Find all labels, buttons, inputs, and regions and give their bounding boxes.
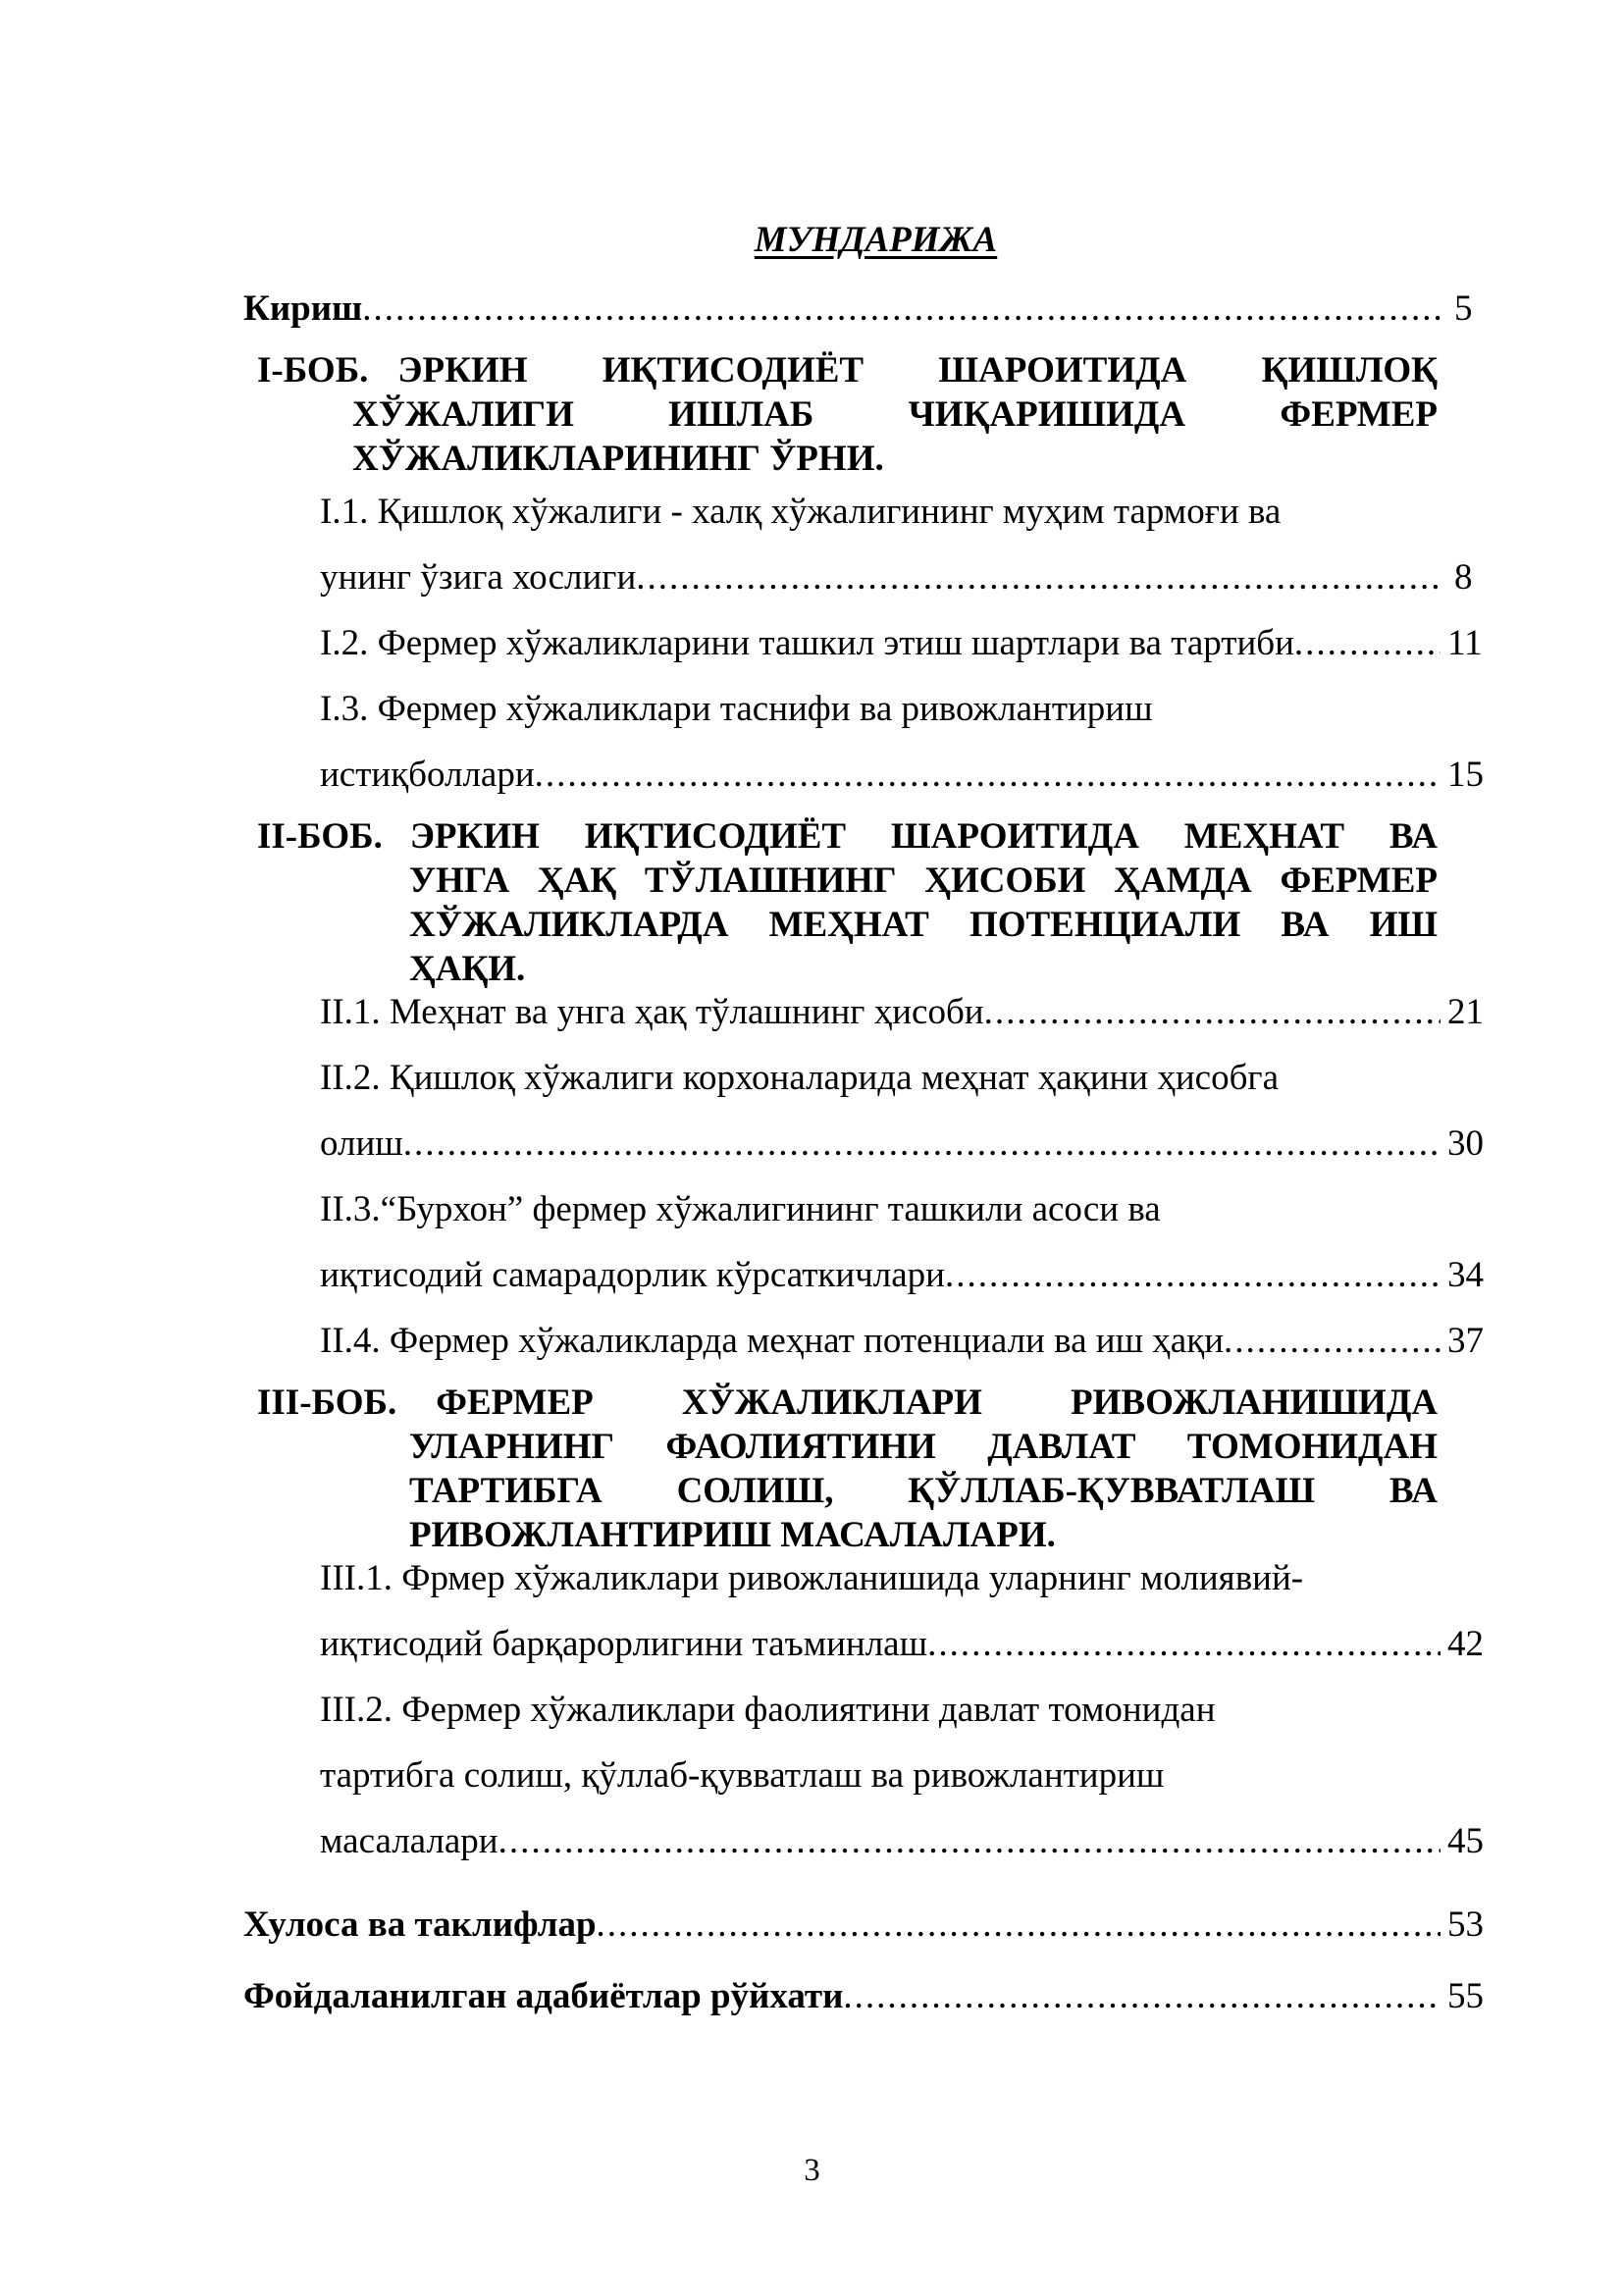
toc-entry-label: масалалари [320, 1821, 498, 1861]
section-2-2-line-1: ІІ.2. Қишлоқ хўжалиги корхоналарида меҳнат ҳақини ҳисобга [320, 1058, 1279, 1098]
leader-dots [403, 1115, 1441, 1174]
chapter-1-lead: I-БОБ. [257, 350, 369, 391]
chapter-2-line-2: УНГА ҲАҚ ТЎЛАШНИНГ ҲИСОБИ ҲАМДА ФЕРМЕР [409, 861, 1438, 901]
toc-title: МУНДАРИЖА [754, 220, 998, 260]
toc-entry-section-1-1[interactable] [320, 548, 1441, 607]
toc-entry-label: иқтисодий барқарорлигини таъминлаш [320, 1624, 928, 1664]
chapter-2-line-1: ЭРКИН ИҚТИСОДИЁТ ШАРОИТИДА МЕҲНАТ ВА [409, 816, 1438, 857]
leader-dots [498, 1812, 1441, 1871]
toc-page-number: 8 [1454, 557, 1473, 598]
toc-entry-section-2-2[interactable] [320, 1115, 1441, 1174]
leader-dots [1294, 614, 1441, 673]
leader-dots [984, 983, 1441, 1042]
toc-entry-section-2-1[interactable] [320, 983, 1441, 1042]
toc-page-number: 55 [1447, 1976, 1484, 2016]
leader-dots [362, 280, 1441, 339]
chapter-3-line-3: ТАРТИБГА СОЛИШ, ҚЎЛЛАБ-ҚУВВАТЛАШ ВА [409, 1471, 1438, 1511]
toc-entry-label: иқтисодий самарадорлик кўрсаткичлари [320, 1255, 945, 1295]
chapter-3-heading[interactable] [257, 1381, 1438, 1557]
chapter-3-line-2: УЛАРНИНГ ФАОЛИЯТИНИ ДАВЛАТ ТОМОНИДАН [409, 1427, 1438, 1467]
toc-entry-label: ІІ.1. Меҳнат ва унга ҳақ тўлашнинг ҳисоби [320, 992, 984, 1032]
section-1-1-line-1: І.1. Қишлоқ хўжалиги - халқ хўжалигининг муҳим тармоғи ва [320, 492, 1282, 532]
chapter-1-line-1: ЭРКИН ИҚТИСОДИЁТ ШАРОИТИДА ҚИШЛОҚ [397, 350, 1438, 391]
toc-page-number: 34 [1447, 1255, 1484, 1295]
chapter-1-line-2: ХЎЖАЛИГИ ИШЛАБ ЧИҚАРИШИДА ФЕРМЕР [352, 394, 1438, 435]
toc-entry-label: унинг ўзига хослиги [320, 557, 637, 598]
toc-page-number: 11 [1447, 623, 1483, 663]
toc-entry-label: олиш [320, 1123, 403, 1164]
toc-page-number: 53 [1447, 1905, 1484, 1945]
page-number: 3 [804, 2153, 820, 2188]
chapter-2-lead: II-БОБ. [257, 816, 383, 857]
chapter-2-line-4: ҲАҚИ. [409, 949, 526, 989]
leader-dots [535, 746, 1441, 805]
toc-entry-references[interactable] [243, 1967, 1441, 2026]
leader-dots [636, 548, 1441, 607]
toc-entry-section-2-4[interactable] [320, 1312, 1441, 1371]
toc-page-number: 21 [1447, 992, 1484, 1032]
section-3-1-line-1: ІІІ.1. Фрмер хўжаликлари ривожланишида уларнинг молиявий- [320, 1558, 1304, 1598]
chapter-3-lead: III-БОБ. [257, 1383, 397, 1423]
toc-entry-label: І.2. Фермер хўжаликларини ташкил этиш шартлари ва тартиби [320, 623, 1294, 663]
section-3-2-line-2: тартибга солиш, қўллаб-қувватлаш ва ривожлантириш [320, 1755, 1165, 1796]
leader-dots [843, 1967, 1441, 2026]
section-3-2-line-1: ІІІ.2. Фермер хўжаликлари фаолиятини давлат томонидан [320, 1690, 1216, 1730]
section-2-3-line-1: ІІ.3.“Бурхон” фермер хўжалигининг ташкили асоси ва [320, 1189, 1161, 1229]
toc-entry-section-1-3[interactable] [320, 746, 1441, 805]
toc-page-number: 42 [1447, 1624, 1484, 1664]
chapter-2-line-3: ХЎЖАЛИКЛАРДА МЕҲНАТ ПОТЕНЦИАЛИ ВА ИШ [409, 905, 1438, 945]
toc-entry-section-1-2[interactable] [320, 614, 1441, 673]
leader-dots [597, 1896, 1441, 1955]
toc-entry-section-3-2[interactable] [320, 1812, 1441, 1871]
toc-page-number: 30 [1447, 1123, 1484, 1164]
section-1-3-line-1: І.3. Фермер хўжаликлари таснифи ва ривожлантириш [320, 689, 1153, 729]
toc-page-number: 5 [1454, 288, 1473, 329]
chapter-2-heading[interactable] [257, 814, 1438, 991]
toc-entry-label: истиқболлари [320, 755, 535, 795]
toc-entry-label: ІІ.4. Фермер хўжаликларда меҳнат потенциали ва иш ҳақи [320, 1321, 1225, 1361]
toc-entry-label: Кириш [243, 288, 363, 329]
toc-entry-section-2-3[interactable] [320, 1246, 1441, 1305]
leader-dots [945, 1246, 1441, 1305]
toc-entry-intro[interactable] [243, 280, 1441, 339]
toc-entry-label: Фойдаланилган адабиётлар рўйхати [243, 1976, 844, 2016]
toc-entry-section-3-1[interactable] [320, 1615, 1441, 1674]
chapter-3-line-1: ФЕРМЕР ХЎЖАЛИКЛАРИ РИВОЖЛАНИШИДА [436, 1383, 1438, 1423]
chapter-1-line-3: ХЎЖАЛИКЛАРИНИНГ ЎРНИ. [352, 439, 884, 479]
toc-entry-label: Хулоса ва таклифлар [243, 1905, 597, 1945]
chapter-1-heading[interactable] [257, 348, 1438, 481]
toc-page-number: 15 [1447, 755, 1484, 795]
chapter-3-line-4: РИВОЖЛАНТИРИШ МАСАЛАЛАРИ. [409, 1515, 1056, 1555]
leader-dots [927, 1615, 1441, 1674]
toc-page-number: 37 [1447, 1321, 1484, 1361]
leader-dots [1224, 1312, 1441, 1371]
toc-page-number: 45 [1447, 1821, 1484, 1861]
toc-entry-conclusion[interactable] [243, 1896, 1441, 1955]
